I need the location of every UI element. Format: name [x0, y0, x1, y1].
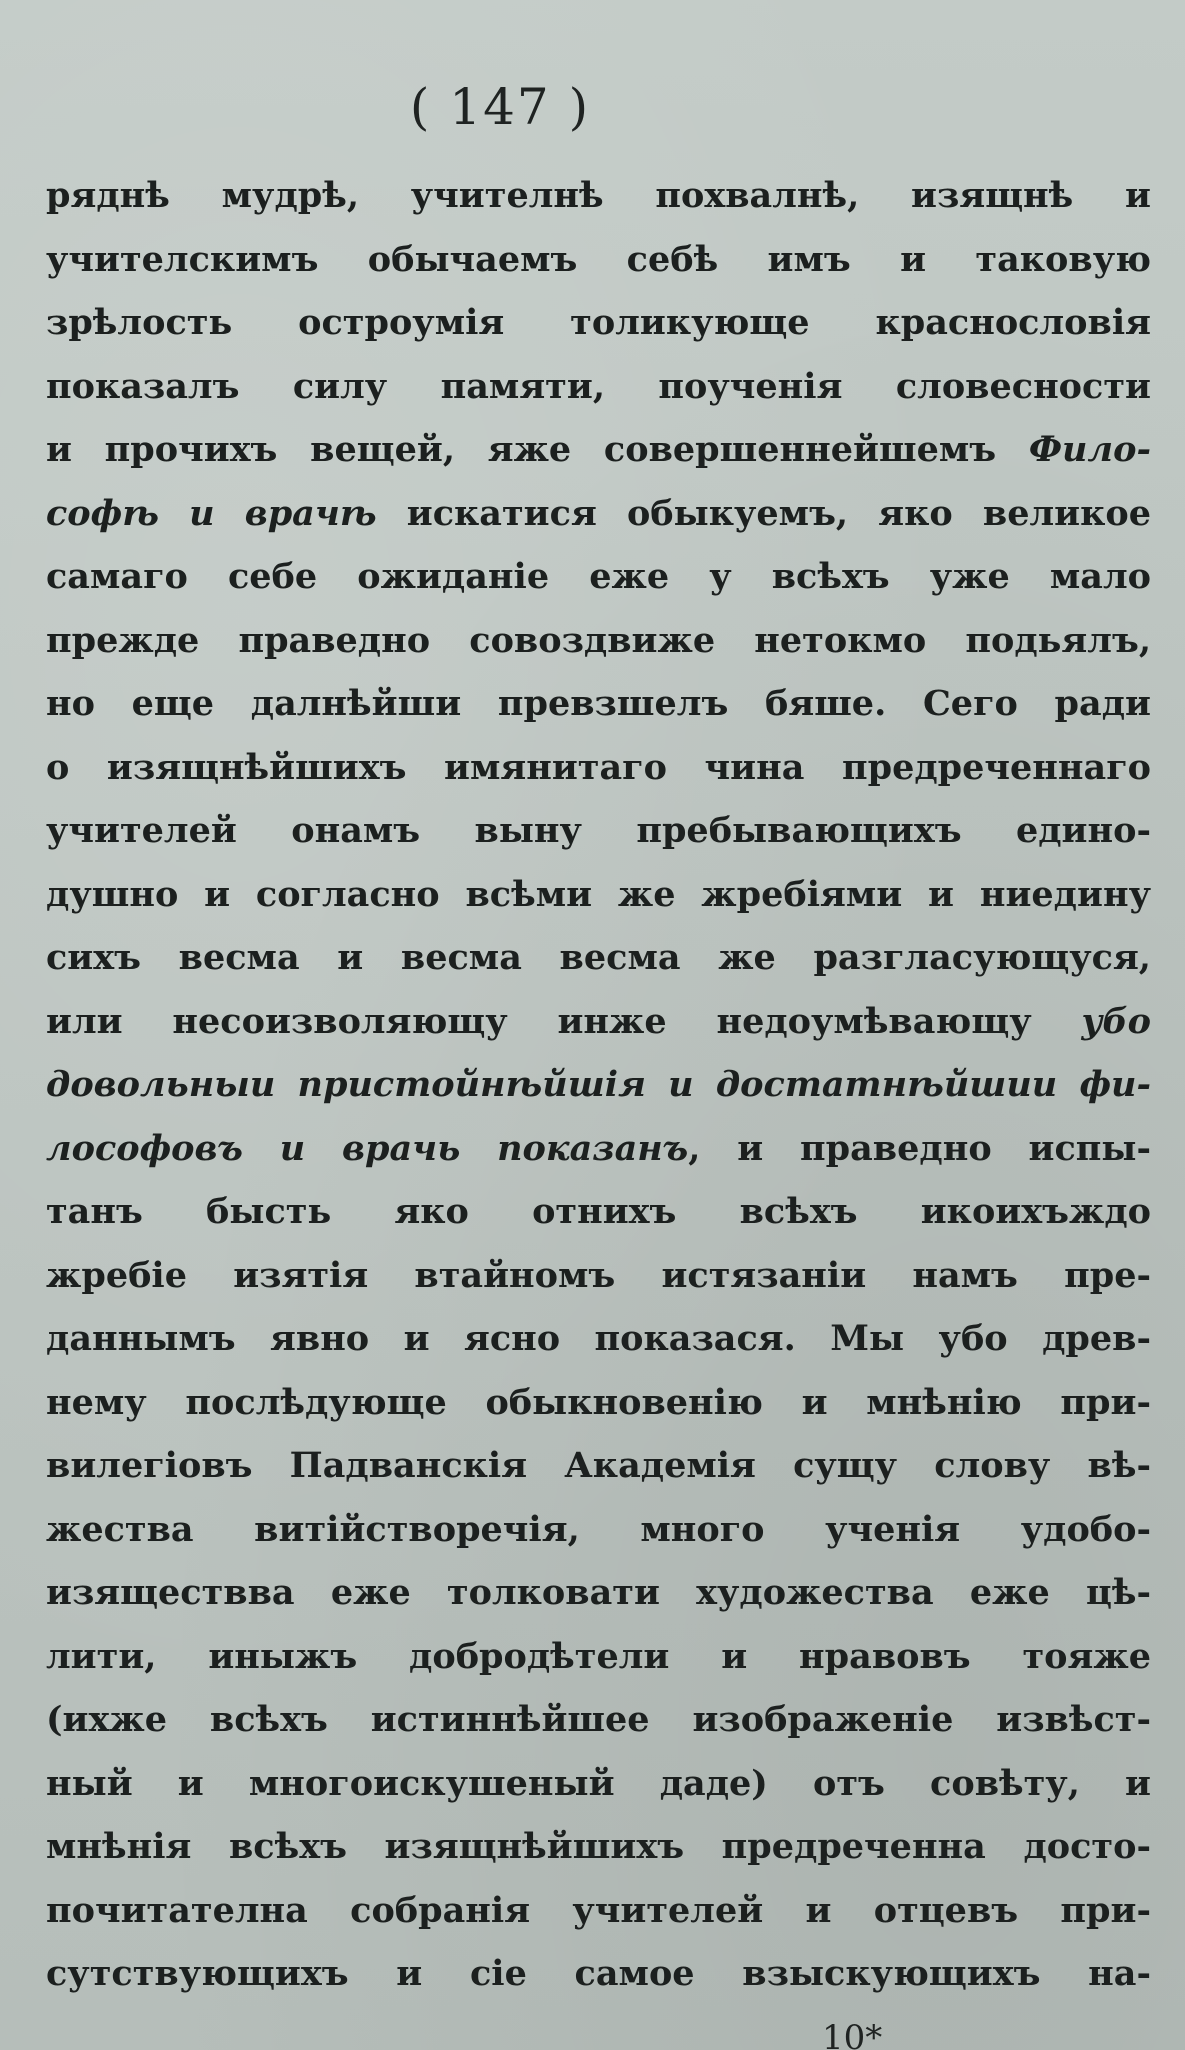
text-line — [46, 1117, 1151, 1181]
text-line — [46, 799, 1151, 863]
text-line — [46, 1625, 1151, 1689]
text-line — [46, 1053, 1151, 1117]
text-segment: показалъ силу памяти, поученія словесности — [46, 365, 1151, 407]
text-line — [46, 418, 1151, 482]
text-segment: душно и согласно всѣми же жребіями и ниедину — [46, 873, 1151, 915]
text-line — [46, 609, 1151, 673]
text-line — [46, 1688, 1151, 1752]
text-line — [46, 228, 1151, 292]
text-line — [46, 1815, 1151, 1879]
text-segment-italic: убо — [1081, 1000, 1151, 1042]
text-segment-italic: лософовъ и врачь показанъ — [46, 1127, 689, 1169]
text-segment-italic: довольныи пристойнѣйшія и достатнѣйшии фи- — [46, 1064, 1151, 1105]
text-line — [46, 736, 1151, 800]
text-line — [46, 482, 1151, 546]
text-segment: ный и многоискушеный даде) отъ совѣту, и — [46, 1762, 1151, 1804]
signature-mark: 10* — [822, 2018, 883, 2050]
text-segment: даннымъ явно и ясно показася. Мы убо древ- — [46, 1318, 1151, 1359]
text-segment-italic: Фило- — [1028, 429, 1151, 470]
text-segment: лити, иныжъ добродѣтели и нравовъ тояже — [46, 1635, 1151, 1677]
text-segment: сутствующихъ и сіе самое взыскующихъ на- — [46, 1953, 1151, 1994]
text-segment: танъ бысть яко отнихъ всѣхъ икоихъждо — [46, 1191, 1151, 1232]
text-line — [46, 1561, 1151, 1625]
text-segment: самаго себе ожиданіе еже у всѣхъ уже мало — [46, 556, 1151, 597]
text-line — [46, 1307, 1151, 1371]
text-segment: искатися обыкуемъ, яко великое — [376, 492, 1151, 534]
text-line — [46, 1498, 1151, 1562]
text-segment: изяществва еже толковати художества еже цѣ- — [46, 1572, 1151, 1613]
text-segment-italic: софѣ и врачѣ — [46, 492, 377, 534]
text-line — [46, 355, 1151, 419]
text-line — [46, 863, 1151, 927]
text-line — [46, 1752, 1151, 1816]
text-line — [46, 672, 1151, 736]
text-segment: мнѣнія всѣхъ изящнѣйшихъ предреченна досто- — [46, 1826, 1151, 1867]
text-line — [46, 291, 1151, 355]
text-segment: о изящнѣйшихъ имянитаго чина предреченнаго — [46, 746, 1151, 788]
text-line — [46, 1434, 1151, 1498]
text-segment: (ихже всѣхъ истиннѣйшее изображеніе извѣст- — [46, 1699, 1151, 1740]
text-segment: и прочихъ вещей, яже совершеннейшемъ — [46, 429, 1029, 470]
text-line — [46, 990, 1151, 1054]
text-segment: учителей онамъ выну пребывающихъ едино- — [46, 810, 1151, 851]
text-segment: прежде праведно совоздвиже нетокмо подьялъ, — [46, 619, 1151, 661]
text-segment: нему послѣдующе обыкновенію и мнѣнію при- — [46, 1381, 1151, 1423]
body-text — [46, 164, 1151, 2006]
text-segment: учителскимъ обычаемъ себѣ имъ и таковую — [46, 238, 1151, 280]
text-line — [46, 1244, 1151, 1308]
text-line — [46, 926, 1151, 990]
text-segment: жества витійстворечія, много ученія удобо- — [46, 1508, 1151, 1550]
text-line — [46, 1371, 1151, 1435]
text-segment: или несоизволяющу инже недоумѣвающу — [46, 1000, 1082, 1042]
text-line — [46, 164, 1151, 228]
text-line — [46, 545, 1151, 609]
text-segment: но еще далнѣйши превзшелъ бяше. Сего ради — [46, 683, 1151, 724]
text-segment: , и праведно испы- — [688, 1127, 1151, 1169]
text-segment: вилегіовъ Падванскія Академія сущу слову вѣ- — [46, 1445, 1151, 1486]
text-segment: ряднѣ мудрѣ, учителнѣ похвалнѣ, изящнѣ и — [46, 175, 1151, 216]
page-number: ( 147 ) — [409, 78, 591, 136]
text-segment: зрѣлость остроумія толикующе краснословія — [46, 302, 1151, 343]
text-segment: жребіе изятія втайномъ истязаніи намъ пре- — [46, 1254, 1151, 1296]
text-line — [46, 1942, 1151, 2006]
text-segment: почитателна собранія учителей и отцевъ при- — [46, 1889, 1151, 1931]
text-line — [46, 1879, 1151, 1943]
text-line — [46, 1180, 1151, 1244]
text-segment: сихъ весма и весма весма же разгласующуся, — [46, 937, 1151, 978]
